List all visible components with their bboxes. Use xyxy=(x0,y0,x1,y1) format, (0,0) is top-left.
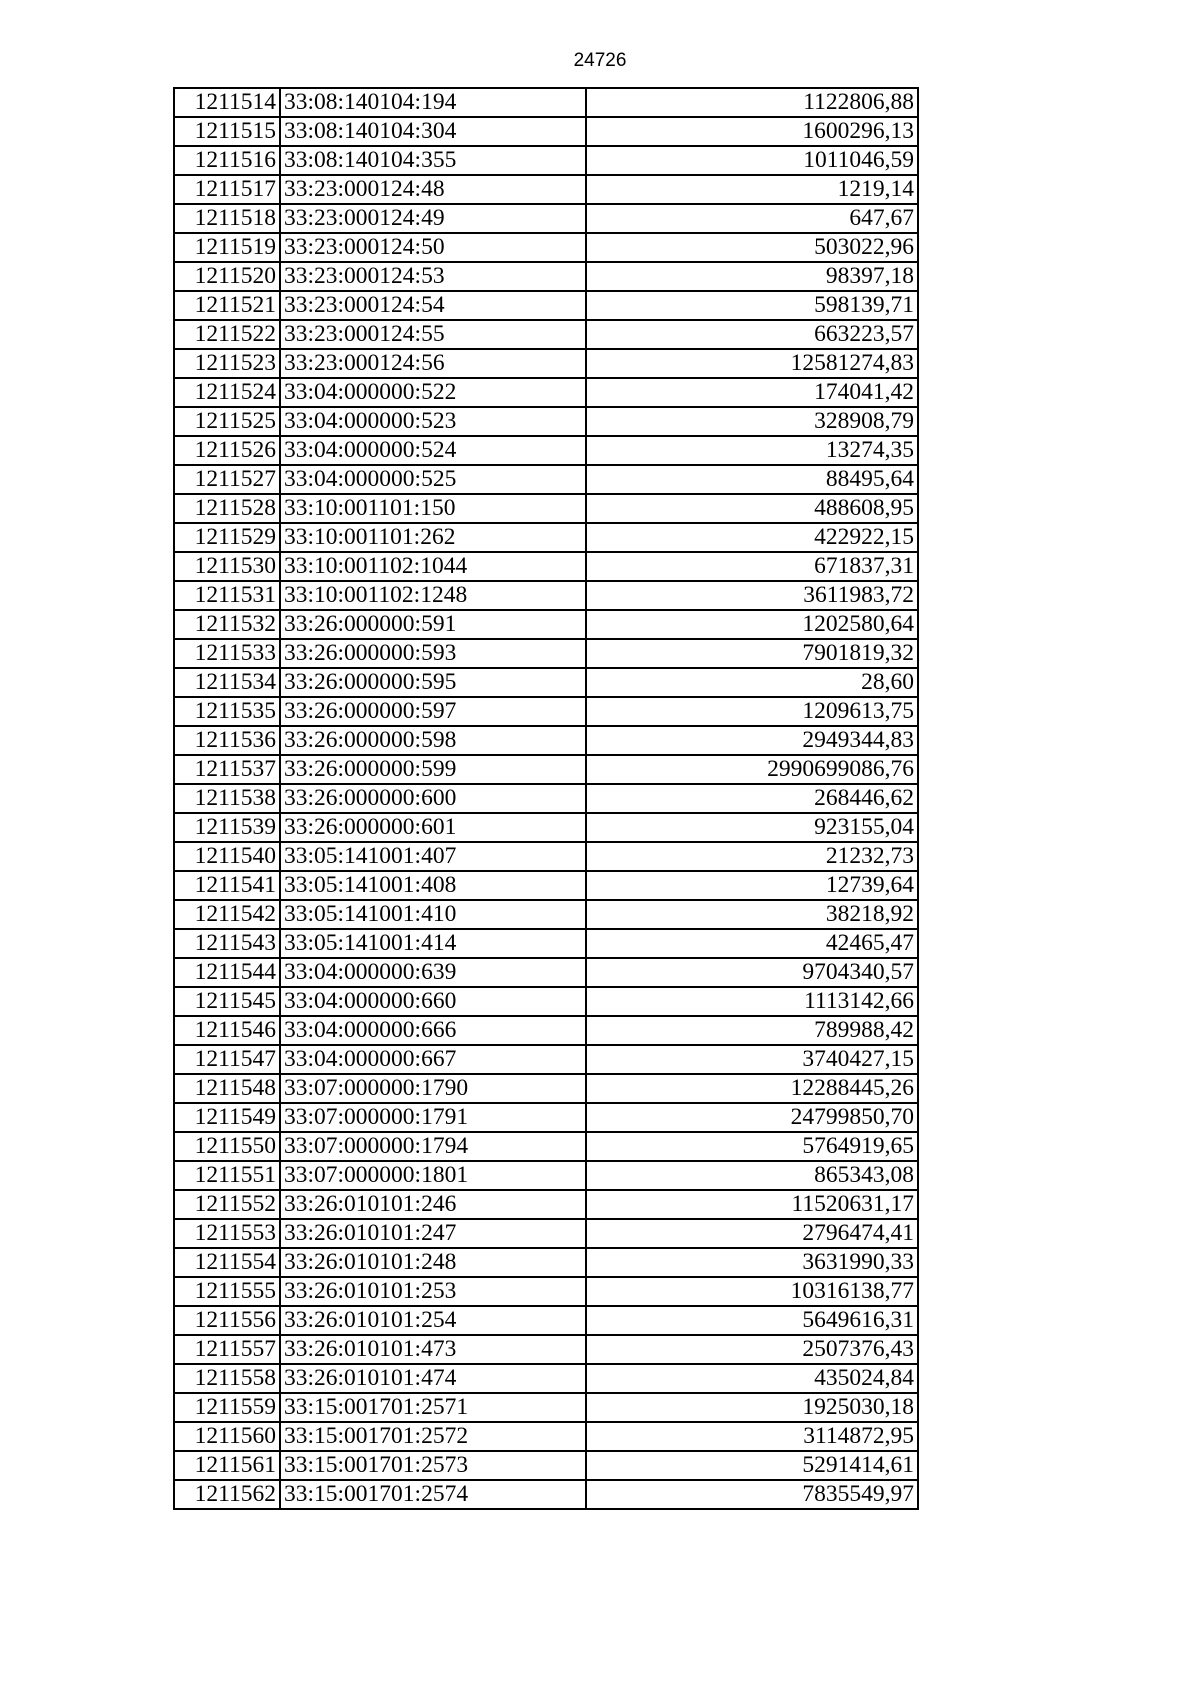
cadastral-number-cell: 33:26:010101:474 xyxy=(280,1364,586,1393)
cadastral-number-cell: 33:26:000000:591 xyxy=(280,610,586,639)
cadastral-value-cell: 5764919,65 xyxy=(586,1132,918,1161)
row-number-cell: 1211536 xyxy=(174,726,280,755)
row-number-cell: 1211537 xyxy=(174,755,280,784)
cadastral-number-cell: 33:26:010101:473 xyxy=(280,1335,586,1364)
row-number-cell: 1211525 xyxy=(174,407,280,436)
cadastral-value-cell: 88495,64 xyxy=(586,465,918,494)
cadastral-value-cell: 488608,95 xyxy=(586,494,918,523)
cadastral-number-cell: 33:26:010101:246 xyxy=(280,1190,586,1219)
cadastral-value-cell: 3740427,15 xyxy=(586,1045,918,1074)
cadastral-value-cell: 38218,92 xyxy=(586,900,918,929)
cadastral-value-cell: 598139,71 xyxy=(586,291,918,320)
cadastral-value-cell: 2949344,83 xyxy=(586,726,918,755)
cadastral-number-cell: 33:26:000000:601 xyxy=(280,813,586,842)
cadastral-number-cell: 33:23:000124:54 xyxy=(280,291,586,320)
table-row xyxy=(174,465,918,494)
cadastral-value-cell: 268446,62 xyxy=(586,784,918,813)
cadastral-number-cell: 33:08:140104:304 xyxy=(280,117,586,146)
table-row xyxy=(174,320,918,349)
cadastral-number-cell: 33:04:000000:523 xyxy=(280,407,586,436)
table-row xyxy=(174,1074,918,1103)
row-number-cell: 1211554 xyxy=(174,1248,280,1277)
row-number-cell: 1211517 xyxy=(174,175,280,204)
row-number-cell: 1211548 xyxy=(174,1074,280,1103)
cadastral-number-cell: 33:10:001101:262 xyxy=(280,523,586,552)
row-number-cell: 1211556 xyxy=(174,1306,280,1335)
table-row xyxy=(174,1306,918,1335)
row-number-cell: 1211541 xyxy=(174,871,280,900)
cadastral-number-cell: 33:23:000124:55 xyxy=(280,320,586,349)
row-number-cell: 1211561 xyxy=(174,1451,280,1480)
cadastral-value-cell: 1202580,64 xyxy=(586,610,918,639)
cadastral-number-cell: 33:15:001701:2573 xyxy=(280,1451,586,1480)
table-row xyxy=(174,1393,918,1422)
table-row xyxy=(174,1016,918,1045)
cadastral-number-cell: 33:26:010101:253 xyxy=(280,1277,586,1306)
cadastral-number-cell: 33:10:001102:1044 xyxy=(280,552,586,581)
cadastral-number-cell: 33:26:000000:600 xyxy=(280,784,586,813)
table-row xyxy=(174,1248,918,1277)
cadastral-value-cell: 21232,73 xyxy=(586,842,918,871)
row-number-cell: 1211550 xyxy=(174,1132,280,1161)
row-number-cell: 1211522 xyxy=(174,320,280,349)
row-number-cell: 1211552 xyxy=(174,1190,280,1219)
table-row xyxy=(174,523,918,552)
row-number-cell: 1211523 xyxy=(174,349,280,378)
table-body xyxy=(174,88,918,1509)
cadastral-value-cell: 2507376,43 xyxy=(586,1335,918,1364)
row-number-cell: 1211527 xyxy=(174,465,280,494)
cadastral-number-cell: 33:05:141001:414 xyxy=(280,929,586,958)
cadastral-number-cell: 33:05:141001:407 xyxy=(280,842,586,871)
table-row xyxy=(174,610,918,639)
cadastral-number-cell: 33:05:141001:410 xyxy=(280,900,586,929)
row-number-cell: 1211540 xyxy=(174,842,280,871)
row-number-cell: 1211562 xyxy=(174,1480,280,1509)
page-number: 24726 xyxy=(573,50,627,71)
cadastral-value-cell: 328908,79 xyxy=(586,407,918,436)
row-number-cell: 1211526 xyxy=(174,436,280,465)
cadastral-number-cell: 33:26:010101:254 xyxy=(280,1306,586,1335)
row-number-cell: 1211533 xyxy=(174,639,280,668)
cadastral-number-cell: 33:26:000000:598 xyxy=(280,726,586,755)
cadastral-value-cell: 647,67 xyxy=(586,204,918,233)
table-row xyxy=(174,813,918,842)
cadastral-value-cell: 9704340,57 xyxy=(586,958,918,987)
cadastral-number-cell: 33:04:000000:524 xyxy=(280,436,586,465)
cadastral-number-cell: 33:26:000000:595 xyxy=(280,668,586,697)
table-row xyxy=(174,233,918,262)
cadastral-value-cell: 435024,84 xyxy=(586,1364,918,1393)
table-row xyxy=(174,146,918,175)
cadastral-number-cell: 33:08:140104:194 xyxy=(280,88,586,117)
row-number-cell: 1211539 xyxy=(174,813,280,842)
table-row xyxy=(174,1277,918,1306)
table-row xyxy=(174,436,918,465)
table-row xyxy=(174,755,918,784)
row-number-cell: 1211551 xyxy=(174,1161,280,1190)
table-row xyxy=(174,1161,918,1190)
table-row xyxy=(174,1103,918,1132)
table-row xyxy=(174,1219,918,1248)
row-number-cell: 1211516 xyxy=(174,146,280,175)
cadastral-value-cell: 1011046,59 xyxy=(586,146,918,175)
row-number-cell: 1211518 xyxy=(174,204,280,233)
cadastral-value-cell: 671837,31 xyxy=(586,552,918,581)
cadastral-number-cell: 33:26:010101:247 xyxy=(280,1219,586,1248)
row-number-cell: 1211529 xyxy=(174,523,280,552)
table-row xyxy=(174,581,918,610)
cadastral-number-cell: 33:04:000000:525 xyxy=(280,465,586,494)
cadastral-value-cell: 7835549,97 xyxy=(586,1480,918,1509)
row-number-cell: 1211542 xyxy=(174,900,280,929)
table-row xyxy=(174,204,918,233)
table-row xyxy=(174,349,918,378)
table-row xyxy=(174,871,918,900)
cadastral-number-cell: 33:26:000000:597 xyxy=(280,697,586,726)
cadastral-value-cell: 503022,96 xyxy=(586,233,918,262)
table-row xyxy=(174,697,918,726)
row-number-cell: 1211532 xyxy=(174,610,280,639)
cadastral-number-cell: 33:15:001701:2572 xyxy=(280,1422,586,1451)
cadastral-number-cell: 33:04:000000:667 xyxy=(280,1045,586,1074)
cadastral-number-cell: 33:26:000000:599 xyxy=(280,755,586,784)
row-number-cell: 1211545 xyxy=(174,987,280,1016)
cadastral-value-cell: 2796474,41 xyxy=(586,1219,918,1248)
cadastral-number-cell: 33:26:000000:593 xyxy=(280,639,586,668)
cadastral-value-cell: 1600296,13 xyxy=(586,117,918,146)
table-row xyxy=(174,784,918,813)
table-row xyxy=(174,726,918,755)
cadastral-value-cell: 11520631,17 xyxy=(586,1190,918,1219)
row-number-cell: 1211549 xyxy=(174,1103,280,1132)
table-row xyxy=(174,929,918,958)
cadastral-number-cell: 33:10:001101:150 xyxy=(280,494,586,523)
row-number-cell: 1211528 xyxy=(174,494,280,523)
cadastral-value-cell: 1925030,18 xyxy=(586,1393,918,1422)
table-row xyxy=(174,1364,918,1393)
row-number-cell: 1211546 xyxy=(174,1016,280,1045)
cadastral-number-cell: 33:23:000124:49 xyxy=(280,204,586,233)
row-number-cell: 1211521 xyxy=(174,291,280,320)
cadastral-value-cell: 1122806,88 xyxy=(586,88,918,117)
cadastral-value-cell: 7901819,32 xyxy=(586,639,918,668)
cadastral-number-cell: 33:23:000124:56 xyxy=(280,349,586,378)
table-row xyxy=(174,842,918,871)
table-row xyxy=(174,1335,918,1364)
cadastral-number-cell: 33:07:000000:1801 xyxy=(280,1161,586,1190)
cadastral-value-cell: 174041,42 xyxy=(586,378,918,407)
cadastral-value-cell: 789988,42 xyxy=(586,1016,918,1045)
cadastral-number-cell: 33:04:000000:522 xyxy=(280,378,586,407)
row-number-cell: 1211519 xyxy=(174,233,280,262)
table-row xyxy=(174,494,918,523)
table-row xyxy=(174,958,918,987)
row-number-cell: 1211547 xyxy=(174,1045,280,1074)
cadastral-number-cell: 33:07:000000:1791 xyxy=(280,1103,586,1132)
table-row xyxy=(174,987,918,1016)
cadastral-value-table xyxy=(173,87,919,1510)
cadastral-value-cell: 5291414,61 xyxy=(586,1451,918,1480)
cadastral-value-cell: 2990699086,76 xyxy=(586,755,918,784)
cadastral-number-cell: 33:08:140104:355 xyxy=(280,146,586,175)
table-row xyxy=(174,639,918,668)
table-row xyxy=(174,900,918,929)
cadastral-value-cell: 5649616,31 xyxy=(586,1306,918,1335)
row-number-cell: 1211555 xyxy=(174,1277,280,1306)
cadastral-value-cell: 13274,35 xyxy=(586,436,918,465)
cadastral-number-cell: 33:04:000000:660 xyxy=(280,987,586,1016)
cadastral-value-cell: 3114872,95 xyxy=(586,1422,918,1451)
row-number-cell: 1211559 xyxy=(174,1393,280,1422)
cadastral-number-cell: 33:10:001102:1248 xyxy=(280,581,586,610)
row-number-cell: 1211538 xyxy=(174,784,280,813)
table-row xyxy=(174,175,918,204)
table-row xyxy=(174,1422,918,1451)
cadastral-number-cell: 33:26:010101:248 xyxy=(280,1248,586,1277)
table-row xyxy=(174,1190,918,1219)
table-row xyxy=(174,117,918,146)
table-row xyxy=(174,407,918,436)
cadastral-value-cell: 3631990,33 xyxy=(586,1248,918,1277)
table-row xyxy=(174,1045,918,1074)
cadastral-number-cell: 33:23:000124:50 xyxy=(280,233,586,262)
cadastral-value-cell: 28,60 xyxy=(586,668,918,697)
cadastral-value-cell: 10316138,77 xyxy=(586,1277,918,1306)
row-number-cell: 1211560 xyxy=(174,1422,280,1451)
row-number-cell: 1211514 xyxy=(174,88,280,117)
cadastral-number-cell: 33:23:000124:53 xyxy=(280,262,586,291)
table-row xyxy=(174,1132,918,1161)
table-row xyxy=(174,1451,918,1480)
row-number-cell: 1211515 xyxy=(174,117,280,146)
row-number-cell: 1211524 xyxy=(174,378,280,407)
row-number-cell: 1211558 xyxy=(174,1364,280,1393)
cadastral-value-cell: 12739,64 xyxy=(586,871,918,900)
table-row xyxy=(174,291,918,320)
table-row xyxy=(174,262,918,291)
cadastral-value-cell: 1209613,75 xyxy=(586,697,918,726)
row-number-cell: 1211553 xyxy=(174,1219,280,1248)
cadastral-value-cell: 12288445,26 xyxy=(586,1074,918,1103)
row-number-cell: 1211543 xyxy=(174,929,280,958)
table-row xyxy=(174,552,918,581)
cadastral-value-cell: 12581274,83 xyxy=(586,349,918,378)
row-number-cell: 1211534 xyxy=(174,668,280,697)
row-number-cell: 1211520 xyxy=(174,262,280,291)
cadastral-number-cell: 33:04:000000:639 xyxy=(280,958,586,987)
cadastral-number-cell: 33:15:001701:2571 xyxy=(280,1393,586,1422)
cadastral-number-cell: 33:23:000124:48 xyxy=(280,175,586,204)
table-row xyxy=(174,88,918,117)
table-row xyxy=(174,668,918,697)
table-row xyxy=(174,1480,918,1509)
row-number-cell: 1211530 xyxy=(174,552,280,581)
row-number-cell: 1211531 xyxy=(174,581,280,610)
cadastral-value-cell: 422922,15 xyxy=(586,523,918,552)
cadastral-number-cell: 33:07:000000:1790 xyxy=(280,1074,586,1103)
cadastral-number-cell: 33:07:000000:1794 xyxy=(280,1132,586,1161)
cadastral-number-cell: 33:05:141001:408 xyxy=(280,871,586,900)
cadastral-value-cell: 98397,18 xyxy=(586,262,918,291)
cadastral-value-cell: 923155,04 xyxy=(586,813,918,842)
cadastral-value-cell: 1113142,66 xyxy=(586,987,918,1016)
row-number-cell: 1211535 xyxy=(174,697,280,726)
cadastral-value-cell: 42465,47 xyxy=(586,929,918,958)
cadastral-value-cell: 865343,08 xyxy=(586,1161,918,1190)
row-number-cell: 1211557 xyxy=(174,1335,280,1364)
cadastral-number-cell: 33:04:000000:666 xyxy=(280,1016,586,1045)
cadastral-value-cell: 3611983,72 xyxy=(586,581,918,610)
cadastral-number-cell: 33:15:001701:2574 xyxy=(280,1480,586,1509)
row-number-cell: 1211544 xyxy=(174,958,280,987)
cadastral-value-cell: 24799850,70 xyxy=(586,1103,918,1132)
cadastral-value-cell: 1219,14 xyxy=(586,175,918,204)
cadastral-value-cell: 663223,57 xyxy=(586,320,918,349)
table-row xyxy=(174,378,918,407)
